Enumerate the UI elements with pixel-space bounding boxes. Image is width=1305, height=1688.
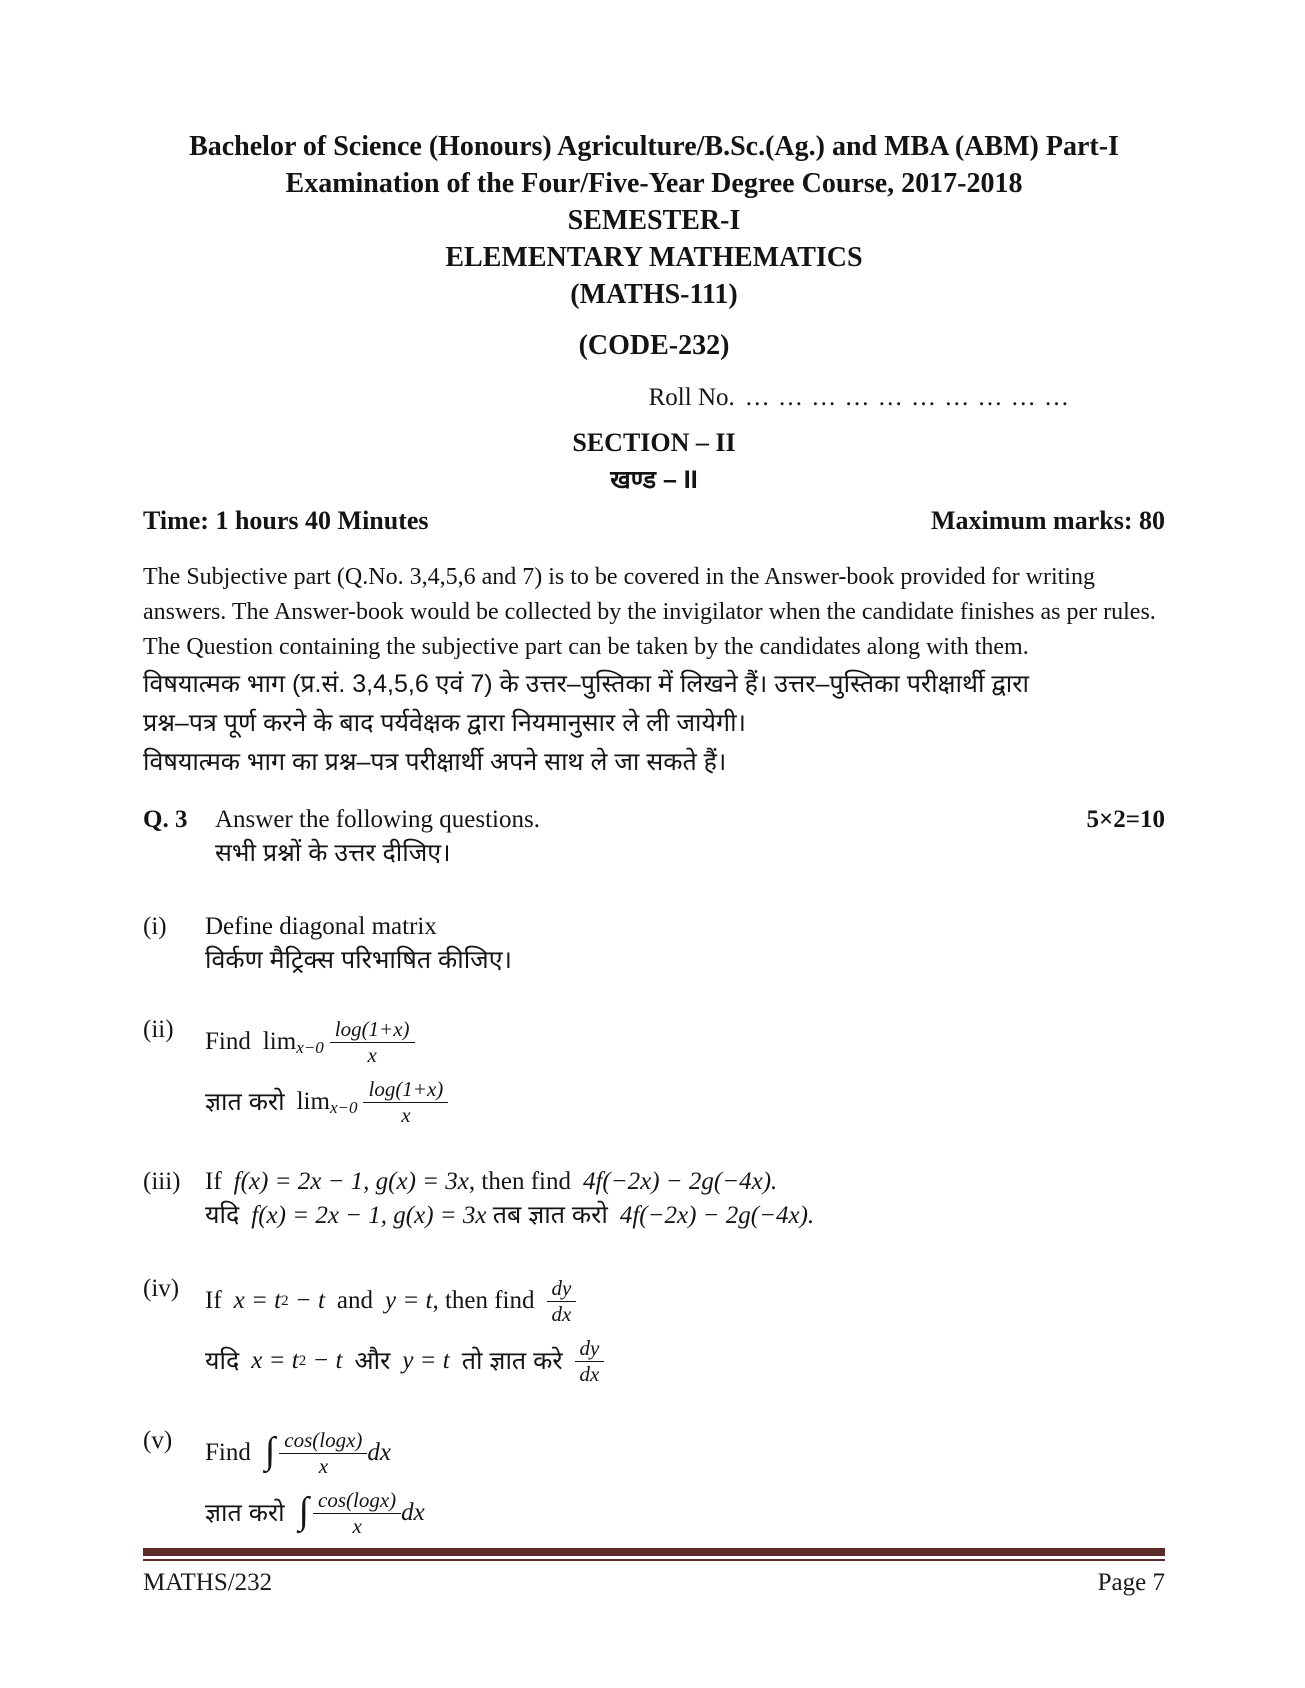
question-iii-label: (iii)	[143, 1168, 181, 1195]
question-v-en	[205, 1427, 1165, 1479]
fraction-dy-over-dx	[547, 1276, 577, 1327]
question-v-label: (v)	[143, 1427, 173, 1454]
function-definitions: f(x) = 2x − 1, g(x) = 3x	[251, 1202, 487, 1229]
expression-to-find: 4f(−2x) − 2g(−4x).	[582, 1168, 778, 1195]
question-3-text-en: Answer the following questions.	[215, 806, 540, 833]
time-marks-row	[143, 506, 1165, 536]
fraction-numerator: cos(logx)	[318, 1487, 397, 1512]
fraction-numerator: dy	[579, 1335, 600, 1360]
roll-no-label: Roll No.	[648, 384, 735, 411]
question-3-heading	[143, 806, 1165, 834]
roll-no-blank-dots: … … … … … … … … … …	[744, 384, 1070, 411]
question-3-number: Q. 3	[143, 806, 188, 833]
question-3-text-hi-row	[143, 834, 1165, 873]
footer-rule-thick	[143, 1548, 1165, 1556]
limit-subscript: x−0	[296, 1038, 324, 1057]
fraction-dy-over-dx	[575, 1336, 605, 1387]
footer-page-number: Page 7	[1097, 1569, 1165, 1596]
find-word-hi: ज्ञात करो	[205, 1498, 285, 1527]
fraction-denominator: x	[363, 1102, 448, 1128]
question-ii-hi-formula	[205, 1076, 1165, 1128]
minus-t: − t	[294, 1287, 325, 1314]
instruction-hi-line2: प्रश्न–पत्र पूर्ण करने के बाद पर्यवेक्षक द्वारा नियमानुसार ले ली जायेगी।	[143, 709, 747, 737]
and-word-hi: और	[354, 1346, 391, 1375]
maximum-marks: Maximum marks: 80	[931, 506, 1165, 535]
exponent-2: 2	[281, 1292, 289, 1309]
instruction-en-para2: The Question containing the subjective part can be taken by the candidates along with them.	[143, 634, 1029, 660]
integral-sign: ∫	[264, 1430, 276, 1472]
instruction-en-para1: The Subjective part (Q.No. 3,4,5,6 and 7) is to be covered in the Answer-book provided for writing answers. The Answer-book would be collected by the invigilator when the candidate finishes as per rules.	[143, 564, 1156, 625]
question-v-hi	[205, 1487, 1165, 1539]
limit-subscript: x−0	[329, 1098, 358, 1117]
subject-heading: ELEMENTARY MATHEMATICS	[445, 242, 863, 273]
title-block	[143, 128, 1165, 364]
integral-sign: ∫	[298, 1490, 310, 1532]
x-equals-t: x = t	[233, 1287, 282, 1314]
question-iii	[143, 1168, 1165, 1235]
if-word-hi: यदि	[205, 1346, 240, 1375]
semester-heading: SEMESTER-I	[567, 205, 741, 236]
fraction-numerator: cos(logx)	[284, 1427, 363, 1452]
question-i-hi: विर्कण मैट्रिक्स परिभाषित कीजिए।	[205, 946, 513, 974]
question-iv-label: (iv)	[143, 1275, 180, 1302]
roll-no-row	[143, 384, 1165, 412]
instruction-hi-line1: विषयात्मक भाग (प्र.सं. 3,4,5,6 एवं 7) के उत्तर–पुस्तिका में लिखने हैं। उत्तर–पुस्तिका परीक्षार्थी द्वारा	[143, 670, 1029, 698]
time-allowed: Time: 1 hours 40 Minutes	[143, 506, 429, 535]
then-find-words: , then find	[432, 1287, 535, 1314]
question-ii-label: (ii)	[143, 1016, 174, 1043]
footer-course-code: MATHS/232	[143, 1569, 273, 1596]
then-find-words-hi: तो ज्ञात करे	[461, 1346, 563, 1375]
dx-differential: dx	[367, 1439, 392, 1466]
exponent-2: 2	[298, 1352, 307, 1369]
y-equals-t: y = t	[402, 1347, 450, 1374]
question-3-marks: 5×2=10	[1086, 806, 1165, 833]
page-footer	[143, 1548, 1165, 1597]
subject-code: (MATHS-111)	[570, 279, 738, 310]
fraction-numerator: dy	[551, 1275, 572, 1300]
expression-to-find: 4f(−2x) − 2g(−4x).	[619, 1202, 815, 1229]
fraction-denominator: x	[313, 1513, 401, 1539]
question-iv-en	[205, 1275, 1165, 1327]
limit-operator: lim	[262, 1028, 297, 1055]
exam-title-line1: Bachelor of Science (Honours) Agriculture/B.Sc.(Ag.) and MBA (ABM) Part-I	[189, 131, 1119, 162]
and-word: and	[336, 1287, 374, 1314]
then-find-words: , then find	[468, 1168, 571, 1195]
instruction-hi-line3: विषयात्मक भाग का प्रश्न–पत्र परीक्षार्थी अपने साथ ले जा सकते हैं।	[143, 748, 727, 776]
fraction-denominator: dx	[575, 1361, 605, 1387]
question-iii-en	[205, 1168, 1165, 1196]
find-word: Find	[205, 1439, 251, 1466]
question-ii-en-formula	[205, 1016, 1165, 1068]
section-heading-en: SECTION – II	[572, 428, 736, 457]
section-heading-hi: खण्ड – II	[610, 466, 698, 494]
fraction-log1x-over-x	[363, 1077, 448, 1128]
fraction-numerator: log(1+x)	[368, 1076, 444, 1101]
fraction-coslogx-over-x	[313, 1488, 401, 1539]
if-word: If	[205, 1287, 222, 1314]
then-find-words-hi: तब ज्ञात करो	[492, 1201, 608, 1229]
question-i	[143, 913, 1165, 980]
question-3-text-hi: सभी प्रश्नों के उत्तर दीजिए।	[215, 839, 451, 867]
question-ii	[143, 1016, 1165, 1128]
question-v	[143, 1427, 1165, 1539]
question-iv-hi	[205, 1335, 1165, 1387]
find-word: Find	[205, 1028, 251, 1055]
footer-rule-thin	[143, 1559, 1165, 1561]
x-equals-t: x = t	[251, 1347, 299, 1374]
find-word-hi: ज्ञात करो	[205, 1087, 285, 1116]
fraction-numerator: log(1+x)	[334, 1016, 410, 1041]
minus-t: − t	[312, 1347, 343, 1374]
fraction-denominator: dx	[547, 1301, 577, 1327]
fraction-log1x-over-x	[330, 1017, 415, 1068]
instructions-block	[143, 560, 1165, 782]
fraction-coslogx-over-x	[279, 1428, 367, 1479]
dx-differential: dx	[401, 1499, 425, 1526]
question-i-en: Define diagonal matrix	[205, 913, 437, 940]
question-iv	[143, 1275, 1165, 1387]
fraction-denominator: x	[330, 1042, 415, 1068]
question-iii-hi	[205, 1196, 1165, 1235]
if-word-hi: यदि	[205, 1201, 240, 1229]
paper-code: (CODE-232)	[578, 330, 730, 361]
exam-title-line2: Examination of the Four/Five-Year Degree Course, 2017-2018	[285, 168, 1023, 199]
y-equals-t: y = t	[385, 1287, 433, 1314]
fraction-denominator: x	[279, 1453, 367, 1479]
question-i-label: (i)	[143, 913, 167, 940]
if-word: If	[205, 1168, 222, 1195]
function-definitions: f(x) = 2x − 1, g(x) = 3x	[233, 1168, 469, 1195]
limit-operator: lim	[296, 1088, 330, 1115]
